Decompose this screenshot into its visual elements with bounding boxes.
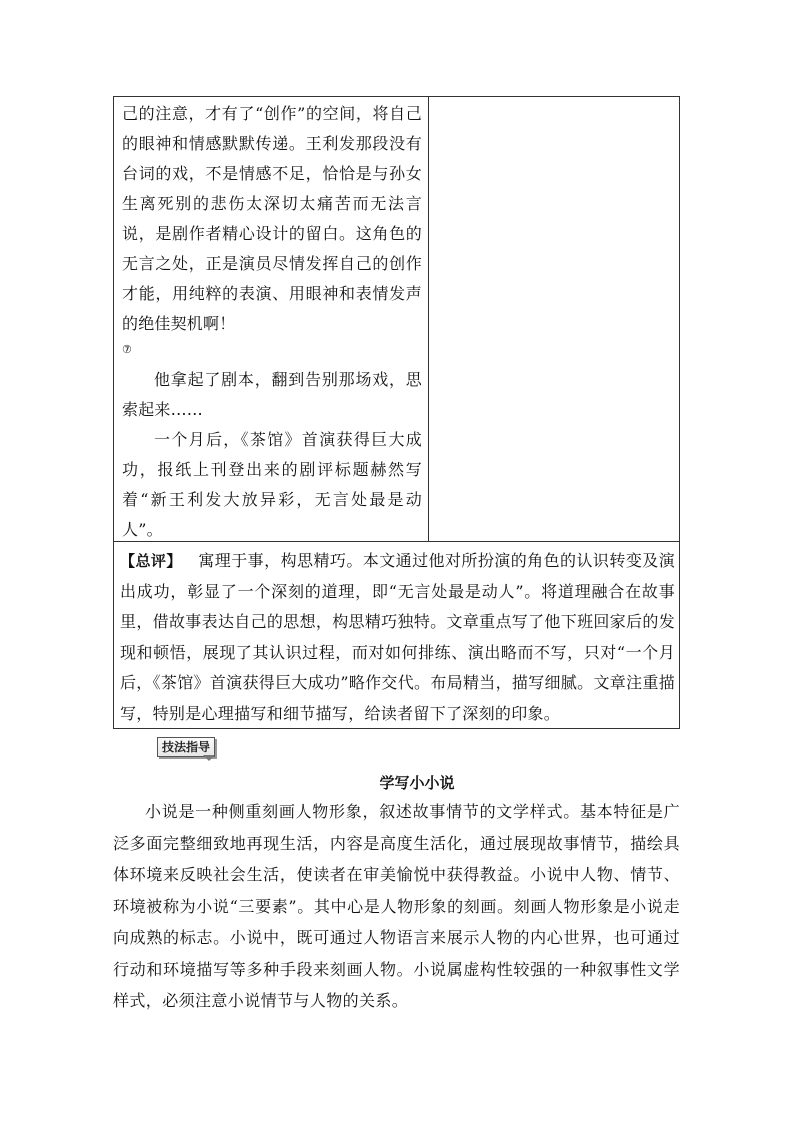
section-title: 学写小小说 <box>379 774 455 792</box>
summary-label: 【总评】 <box>120 552 182 570</box>
summary-cell <box>114 541 679 728</box>
essay-table <box>113 96 680 729</box>
section-body <box>113 796 680 1017</box>
essay-paragraph: 己的注意，才有了“创作”的空间，将自己的眼神和情感默默传递。王利发那段没有台词的戏，不是情感不足，恰恰是与孙女生离死别的悲伤太深切太痛苦而无法言说，是剧作者精心设计的留白。这角色的无言之处，正是演员尽情发挥自己的创作才能，用纯粹的表演、用眼神和表情发声的绝佳契机啊！ <box>122 104 422 333</box>
tag-pointer-icon <box>203 755 215 761</box>
section-paragraph: 小说是一种侧重刻画人物形象，叙述故事情节的文学样式。基本特征是广泛多面完整细致地再现生活，内容是高度生活化，通过展现故事情节，描绘具体环境来反映社会生活，使读者在审美愉悦中获得教益。小说中人物、情节、环境被称为小说“三要素”。其中心是人物形象的刻画。刻画人物形象是小说走向成熟的标志。小说中，既可通过人物语言来展示人物的内心世界，也可通过行动和环境描写等多种手段来刻画人物。小说属虚构性较强的一种叙事性文学样式，必须注意小说情节与人物的关系。 <box>113 802 680 1010</box>
essay-text-column <box>114 97 429 541</box>
paragraph-marker: ⑦ <box>122 343 132 356</box>
summary-paragraph <box>120 546 675 729</box>
summary-text: 寓理于事，构思精巧。本文通过他对所扮演的角色的认识转变及演出成功，彰显了一个深刻的道理，即“无言处最是动人”。将道理融合在故事里，借故事表达自己的思想，构思精巧独特。文章重点写了他下班回家后的发现和顿悟，展现了其认识过程，而对如何排练、演出略而不写，只对“一个月后，《茶馆》首演获得巨大成功”略作交代。布局精当，描写细腻。文章注重描写，特别是心理描写和细节描写，给读者留下了深刻的印象。 <box>120 551 675 723</box>
essay-paragraph: 他拿起了剧本，翻到告别那场戏，思索起来…… <box>122 370 422 419</box>
annotation-column <box>429 97 679 541</box>
essay-paragraph: 一个月后，《茶馆》首演获得巨大成功，报纸上刊登出来的剧评标题赫然写着“新王利发大放异彩，无言处最是动人”。 <box>122 430 422 539</box>
technique-tag: 技法指导 <box>157 737 215 757</box>
